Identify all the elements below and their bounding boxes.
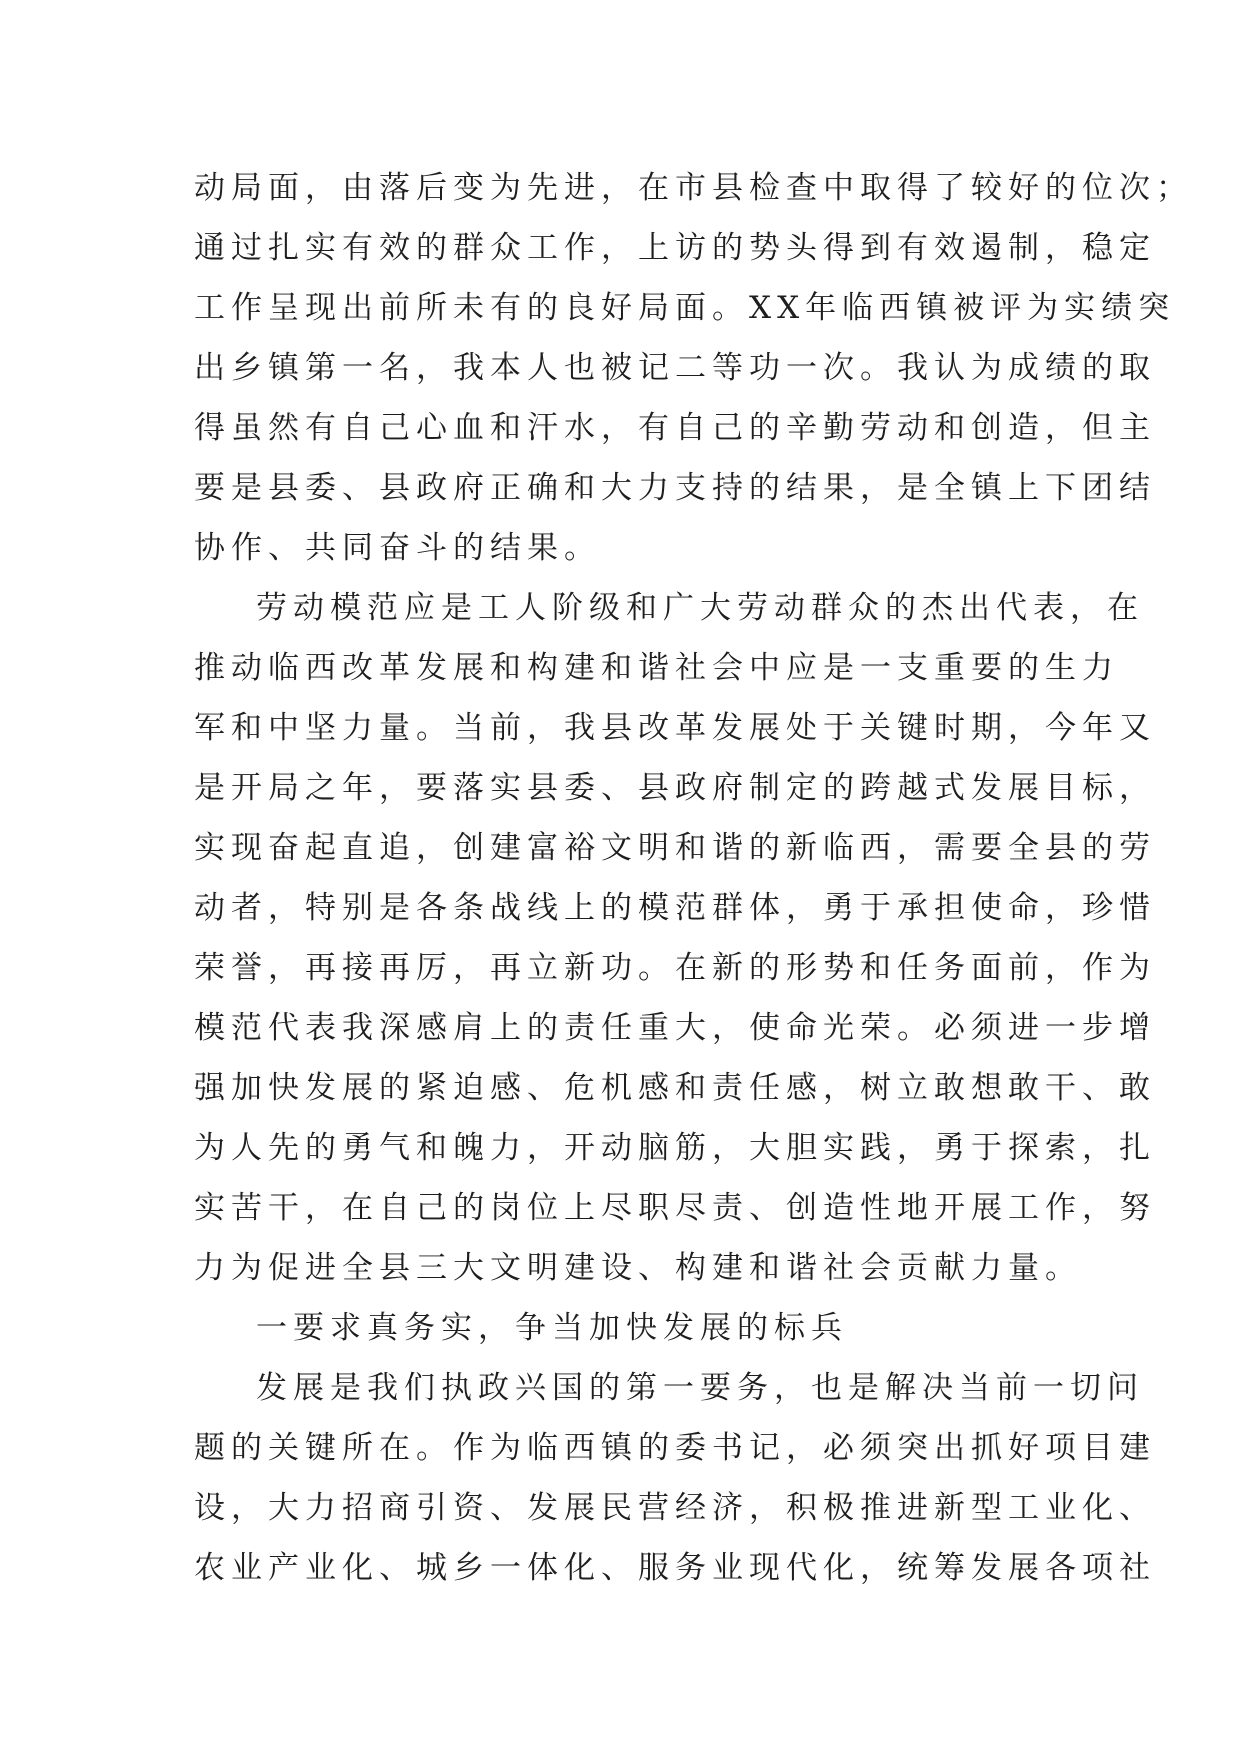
text-line: 发展是我们执政兴国的第一要务，也是解决当前一切问 — [256, 1370, 1144, 1406]
text-line: 动者，特别是各条战线上的模范群体，勇于承担使命，珍惜 — [194, 890, 1156, 926]
text-line: 农业产业化、城乡一体化、服务业现代化，统筹发展各项社 — [194, 1550, 1156, 1586]
text-line: 实现奋起直追，创建富裕文明和谐的新临西，需要全县的劳 — [194, 830, 1156, 866]
text-line: 推动临西改革发展和构建和谐社会中应是一支重要的生力 — [194, 650, 1119, 686]
text-line: 一要求真务实，争当加快发展的标兵 — [256, 1310, 848, 1346]
text-line: 劳动模范应是工人阶级和广大劳动群众的杰出代表，在 — [256, 590, 1144, 626]
text-line: 设，大力招商引资、发展民营经济，积极推进新型工业化、 — [194, 1490, 1156, 1526]
text-line: 通过扎实有效的群众工作，上访的势头得到有效遏制，稳定 — [194, 230, 1156, 266]
text-line: 模范代表我深感肩上的责任重大，使命光荣。必须进一步增 — [194, 1010, 1156, 1046]
text-line: 题的关键所在。作为临西镇的委书记，必须突出抓好项目建 — [194, 1430, 1156, 1466]
text-line: 得虽然有自己心血和汗水，有自己的辛勤劳动和创造，但主 — [194, 410, 1156, 446]
text-line: 是开局之年，要落实县委、县政府制定的跨越式发展目标， — [194, 770, 1156, 806]
text-line: 强加快发展的紧迫感、危机感和责任感，树立敢想敢干、敢 — [194, 1070, 1156, 1106]
text-line: 军和中坚力量。当前，我县改革发展处于关键时期，今年又 — [194, 710, 1156, 746]
text-line: 力为促进全县三大文明建设、构建和谐社会贡献力量。 — [194, 1250, 1082, 1286]
text-line: 出乡镇第一名，我本人也被记二等功一次。我认为成绩的取 — [194, 350, 1156, 386]
text-line: 为人先的勇气和魄力，开动脑筋，大胆实践，勇于探索，扎 — [194, 1130, 1156, 1166]
text-line: 协作、共同奋斗的结果。 — [194, 530, 601, 566]
text-line: 荣誉，再接再厉，再立新功。在新的形势和任务面前，作为 — [194, 950, 1156, 986]
text-line: 动局面，由落后变为先进，在市县检查中取得了较好的位次； — [194, 170, 1193, 206]
document-body — [194, 158, 1193, 1598]
text-line: 要是县委、县政府正确和大力支持的结果，是全镇上下团结 — [194, 470, 1156, 506]
text-line: 实苦干，在自己的岗位上尽职尽责、创造性地开展工作，努 — [194, 1190, 1156, 1226]
text-line: 工作呈现出前所未有的良好局面。XX年临西镇被评为实绩突 — [194, 290, 1176, 326]
